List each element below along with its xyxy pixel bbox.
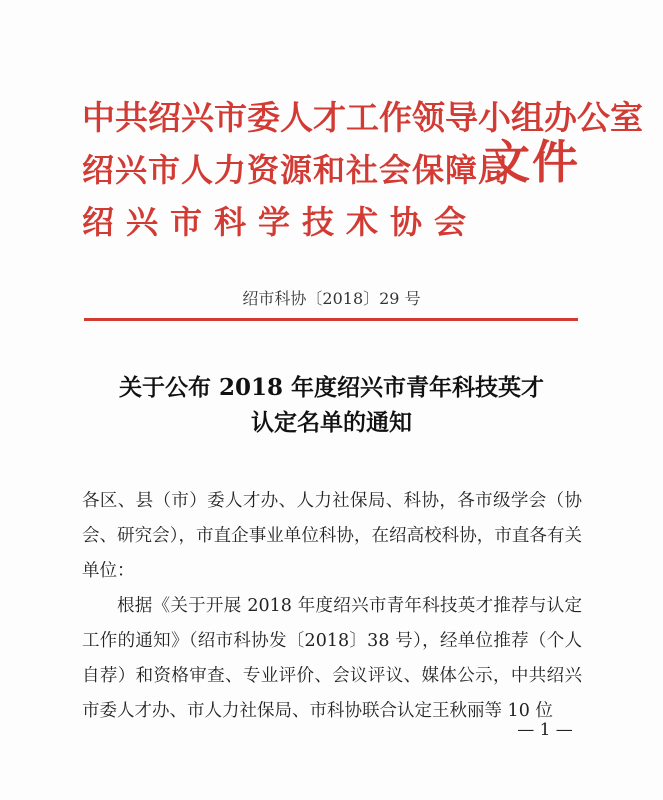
document-mark: 文件 xyxy=(484,135,580,189)
red-divider xyxy=(84,318,578,321)
addressee: 各区、县（市）委人才办、人力社保局、科协，各市级学会（协会、研究会），市直企事业单位科协，在绍高校科协，市直各有关单位： xyxy=(82,491,582,581)
document-title xyxy=(0,370,663,440)
body-paragraph: 根据《关于开展 2018 年度绍兴市青年科技英才推荐与认定工作的通知》（绍市科协发〔2018〕38 号），经单位推荐（个人自荐）和资格审查、专业评价、会议评议、媒体公示，中共绍兴市委人才办、市人力社保局、市科协联合认定王秋丽等 10 位 xyxy=(82,596,582,721)
title-line: 认定名单的通知 xyxy=(251,409,412,436)
page-number: — 1 — xyxy=(517,720,573,740)
document-body xyxy=(82,484,582,729)
document-number: 绍市科协〔2018〕29 号 xyxy=(242,289,421,308)
issuer-line: 绍兴市人力资源和社会保障局 xyxy=(82,151,512,189)
issuer-line: 中共绍兴市委人才工作领导小组办公室 xyxy=(82,98,643,137)
title-line: 关于公布 2018 年度绍兴市青年科技英才 xyxy=(118,374,545,401)
issuer-line: 绍兴市科学技术协会 xyxy=(82,203,479,241)
